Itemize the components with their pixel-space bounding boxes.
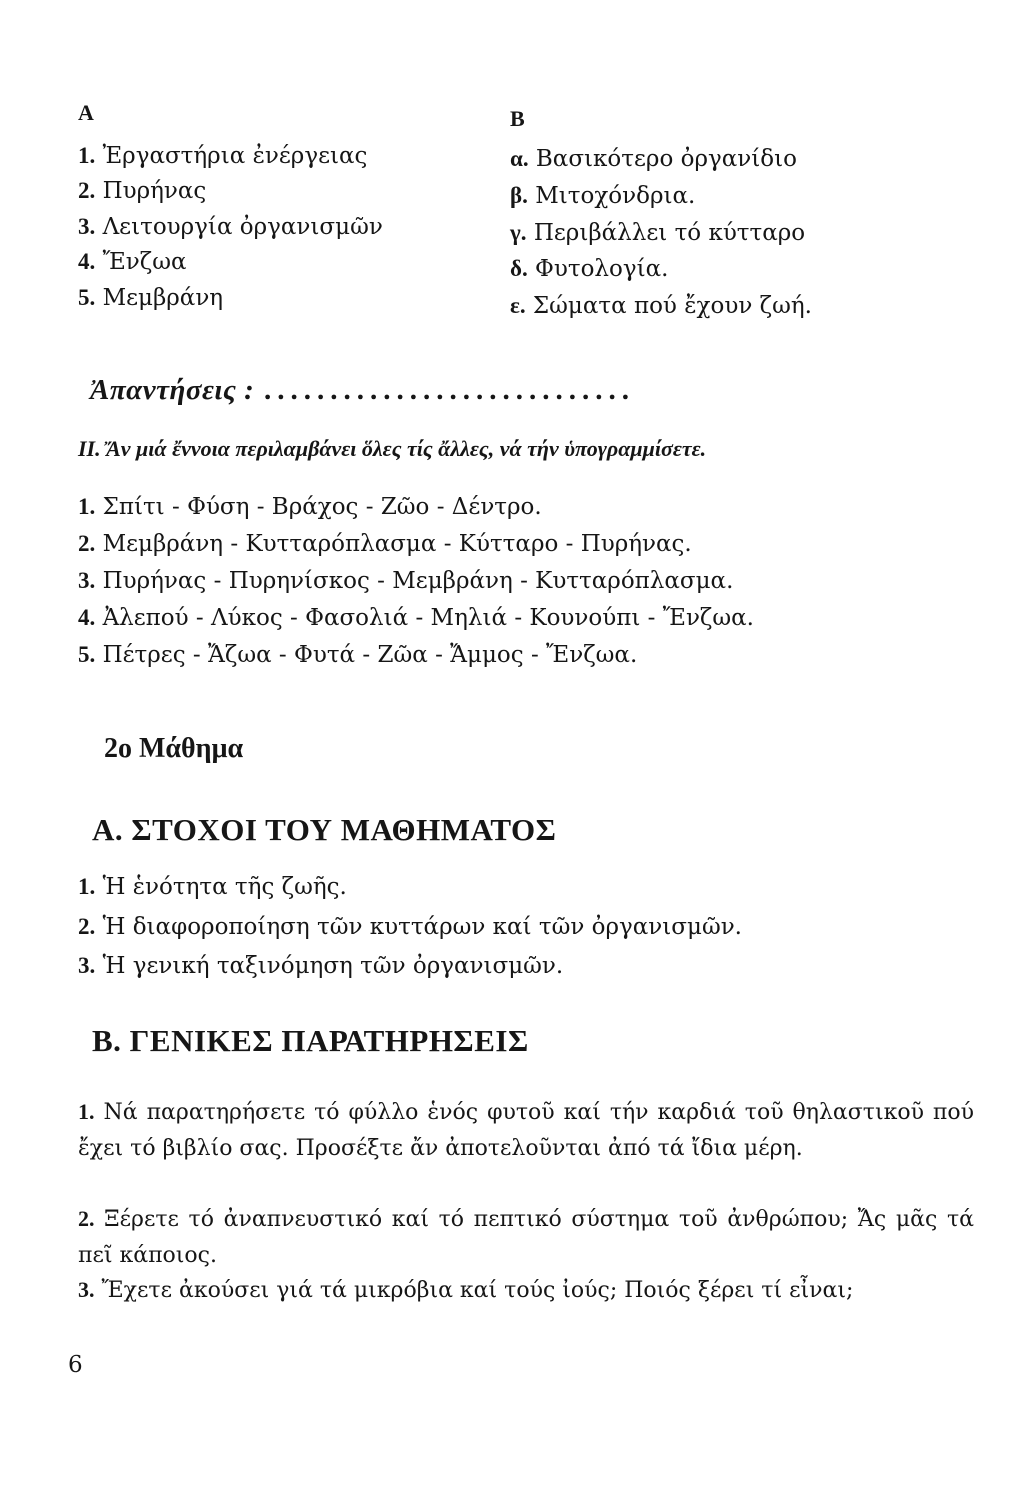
- section-a-item: 3. Ἡ γενική ταξινόμηση τῶν ὀργανισμῶν.: [78, 953, 564, 979]
- column-a-item: 1. Ἐργαστήρια ἐνέργειας: [78, 143, 368, 169]
- exercise-item: 1. Σπίτι - Φύση - Βράχος - Ζῶο - Δέντρο.: [78, 494, 542, 520]
- column-b-item: δ. Φυτολογία.: [510, 256, 669, 282]
- section-a-title: Α. ΣΤΟΧΟΙ ΤΟΥ ΜΑΘΗΜΑΤΟΣ: [92, 812, 557, 847]
- column-a-item: 5. Μεμβράνη: [78, 285, 224, 311]
- section-b-title: Β. ΓΕΝΙΚΕΣ ΠΑΡΑΤΗΡΗΣΕΙΣ: [92, 1023, 529, 1058]
- column-b-item: ε. Σώματα πού ἔχουν ζωή.: [510, 293, 812, 319]
- lesson-title: 2ο Μάθημα: [104, 733, 244, 764]
- section-a-item: 2. Ἡ διαφοροποίηση τῶν κυττάρων καί τῶν ὀργανισμῶν.: [78, 914, 742, 940]
- exercise-item: 4. Ἀλεπού - Λύκος - Φασολιά - Μηλιά - Κουνούπι - Ἔνζωα.: [78, 605, 754, 631]
- section-b-item: 2. Ξέρετε τό ἀναπνευστικό καί τό πεπτικό σύστημα τοῦ ἀνθρώπου; Ἄς μᾶς τά πεῖ κάποιος.: [78, 1206, 975, 1268]
- answers-label: Ἀπαντήσεις :: [90, 374, 255, 406]
- column-b-heading: B: [510, 106, 525, 131]
- exercise-item: 2. Μεμβράνη - Κυτταρόπλασμα - Κύτταρο - Πυρήνας.: [78, 531, 692, 557]
- column-a-item: 2. Πυρήνας: [78, 178, 207, 204]
- section-a-item: 1. Ἡ ἑνότητα τῆς ζωῆς.: [78, 874, 347, 900]
- answers-line: [90, 372, 635, 407]
- column-b-item: γ. Περιβάλλει τό κύτταρο: [510, 220, 806, 246]
- column-a-item: 4. Ἔνζωα: [78, 249, 187, 275]
- section-b-item: 3. Ἔχετε ἀκούσει γιά τά μικρόβια καί τούς ἰούς; Ποιός ξέρει τί εἶναι;: [78, 1277, 854, 1303]
- column-a-item: 3. Λειτουργία ὀργανισμῶν: [78, 214, 383, 240]
- column-b-item: β. Μιτοχόνδρια.: [510, 183, 696, 209]
- column-a-heading: A: [78, 100, 94, 125]
- answers-dots: ............................: [264, 374, 636, 406]
- column-b-item: α. Βασικότερο ὀργανίδιο: [510, 146, 797, 172]
- page-number: 6: [68, 1352, 83, 1378]
- exercise-item: 5. Πέτρες - Ἄζωα - Φυτά - Ζῶα - Ἄμμος - Ἔνζωα.: [78, 642, 638, 668]
- exercise-item: 3. Πυρήνας - Πυρηνίσκος - Μεμβράνη - Κυτταρόπλασμα.: [78, 568, 734, 594]
- exercise-instruction: II. Ἄν μιά ἔννοια περιλαμβάνει ὅλες τίς ἄλλες, νά τήν ὑπογραμμίσετε.: [78, 436, 707, 461]
- section-b-item: 1. Νά παρατηρήσετε τό φύλλο ἑνός φυτοῦ καί τήν καρδιά τοῦ θηλαστικοῦ πού ἔχει τό βιβλίο σας. Προσέξτε ἄν ἀποτελοῦνται ἀπό τά ἴδια μέρη.: [78, 1099, 974, 1161]
